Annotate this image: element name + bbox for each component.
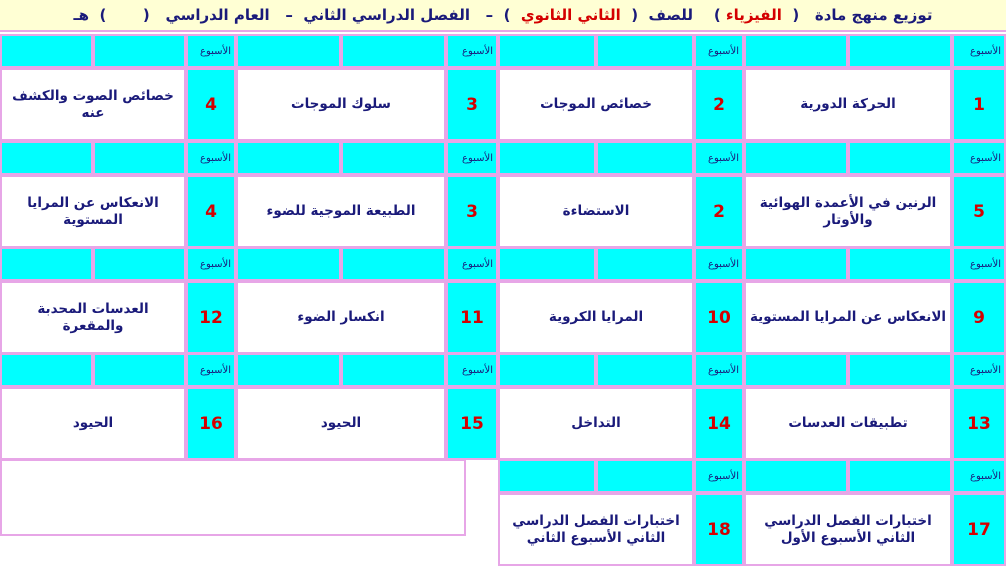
date-cell[interactable] <box>341 141 446 175</box>
week-topic[interactable]: خصائص الصوت والكشف عنه <box>0 68 186 141</box>
schedule-board <box>0 34 1006 546</box>
date-cell[interactable] <box>848 459 952 493</box>
week-topic[interactable]: تطبيقات العدسات <box>744 387 952 460</box>
week-topic[interactable]: الاستضاءة <box>498 175 694 248</box>
week-topic[interactable]: الانعكاس عن المرايا المستوية <box>0 175 186 248</box>
week-number: 17 <box>952 493 1006 566</box>
week-number: 18 <box>694 493 744 566</box>
date-cell[interactable] <box>744 141 848 175</box>
week-number: 14 <box>694 387 744 460</box>
date-cell[interactable] <box>744 247 848 281</box>
date-cell[interactable] <box>498 34 596 68</box>
date-cell[interactable] <box>744 353 848 387</box>
week-topic[interactable]: اختبارات الفصل الدراسي الثاني الأسبوع الثاني <box>498 493 694 566</box>
week-label: الأسبوع <box>186 247 236 281</box>
week-number: 3 <box>446 68 498 141</box>
week-topic[interactable]: الحيود <box>0 387 186 460</box>
week-topic[interactable]: الحيود <box>236 387 446 460</box>
week-topic[interactable]: خصائص الموجات <box>498 68 694 141</box>
date-cell[interactable] <box>596 247 694 281</box>
week-label: الأسبوع <box>952 34 1006 68</box>
date-cell[interactable] <box>0 247 93 281</box>
week-topic[interactable]: العدسات المحدبة والمقعرة <box>0 281 186 354</box>
week-number: 4 <box>186 175 236 248</box>
date-cell[interactable] <box>236 353 341 387</box>
week-number: 12 <box>186 281 236 354</box>
week-label: الأسبوع <box>186 141 236 175</box>
date-cell[interactable] <box>596 353 694 387</box>
date-cell[interactable] <box>236 247 341 281</box>
week-number: 11 <box>446 281 498 354</box>
week-number: 4 <box>186 68 236 141</box>
date-cell[interactable] <box>848 141 952 175</box>
title-semester: الفصل الدراسي الثاني <box>303 6 470 24</box>
date-cell[interactable] <box>848 353 952 387</box>
empty-area <box>0 459 466 536</box>
week-topic[interactable]: الرنين في الأعمدة الهوائية والأوتار <box>744 175 952 248</box>
week-topic[interactable]: الطبيعة الموجية للضوء <box>236 175 446 248</box>
date-cell[interactable] <box>341 353 446 387</box>
week-number: 9 <box>952 281 1006 354</box>
week-label: الأسبوع <box>446 34 498 68</box>
week-label: الأسبوع <box>694 459 744 493</box>
week-topic[interactable]: التداخل <box>498 387 694 460</box>
week-label: الأسبوع <box>186 353 236 387</box>
date-cell[interactable] <box>498 141 596 175</box>
week-label: الأسبوع <box>952 247 1006 281</box>
title-year-label: العام الدراسي <box>165 6 270 24</box>
page-title: توزيع منهج مادة ( الفيزياء ) للصف ( الثاني الثانوي ) – الفصل الدراسي الثاني – العام الدراسي ( ) هـ <box>0 0 1006 32</box>
date-cell[interactable] <box>0 353 93 387</box>
date-cell[interactable] <box>0 34 93 68</box>
date-cell[interactable] <box>0 141 93 175</box>
date-cell[interactable] <box>498 459 596 493</box>
date-cell[interactable] <box>848 34 952 68</box>
title-hijri: هـ <box>73 6 90 24</box>
date-cell[interactable] <box>93 34 186 68</box>
week-label: الأسبوع <box>446 353 498 387</box>
date-cell[interactable] <box>236 141 341 175</box>
title-grade: الثاني الثانوي <box>520 6 621 24</box>
week-topic[interactable]: سلوك الموجات <box>236 68 446 141</box>
date-cell[interactable] <box>596 459 694 493</box>
title-prefix: توزيع منهج مادة <box>814 6 933 24</box>
week-label: الأسبوع <box>446 141 498 175</box>
week-topic[interactable]: المرايا الكروية <box>498 281 694 354</box>
date-cell[interactable] <box>93 353 186 387</box>
week-number: 1 <box>952 68 1006 141</box>
date-cell[interactable] <box>341 247 446 281</box>
week-number: 15 <box>446 387 498 460</box>
week-number: 3 <box>446 175 498 248</box>
week-number: 10 <box>694 281 744 354</box>
week-label: الأسبوع <box>952 353 1006 387</box>
date-cell[interactable] <box>596 34 694 68</box>
week-number: 16 <box>186 387 236 460</box>
week-label: الأسبوع <box>694 141 744 175</box>
date-cell[interactable] <box>93 141 186 175</box>
date-cell[interactable] <box>236 34 341 68</box>
title-subject: الفيزياء <box>725 6 782 24</box>
week-number: 2 <box>694 175 744 248</box>
week-label: الأسبوع <box>694 34 744 68</box>
date-cell[interactable] <box>341 34 446 68</box>
date-cell[interactable] <box>498 353 596 387</box>
week-label: الأسبوع <box>694 247 744 281</box>
week-number: 13 <box>952 387 1006 460</box>
week-topic[interactable]: الحركة الدورية <box>744 68 952 141</box>
week-topic[interactable]: اختبارات الفصل الدراسي الثاني الأسبوع الأول <box>744 493 952 566</box>
date-cell[interactable] <box>848 247 952 281</box>
week-label: الأسبوع <box>952 459 1006 493</box>
week-number: 5 <box>952 175 1006 248</box>
date-cell[interactable] <box>744 34 848 68</box>
week-label: الأسبوع <box>694 353 744 387</box>
week-number: 2 <box>694 68 744 141</box>
week-label: الأسبوع <box>952 141 1006 175</box>
date-cell[interactable] <box>498 247 596 281</box>
title-for-class: للصف <box>648 6 693 24</box>
week-label: الأسبوع <box>446 247 498 281</box>
date-cell[interactable] <box>596 141 694 175</box>
week-label: الأسبوع <box>186 34 236 68</box>
date-cell[interactable] <box>744 459 848 493</box>
date-cell[interactable] <box>93 247 186 281</box>
week-topic[interactable]: الانعكاس عن المرايا المستوية <box>744 281 952 354</box>
week-topic[interactable]: انكسار الضوء <box>236 281 446 354</box>
